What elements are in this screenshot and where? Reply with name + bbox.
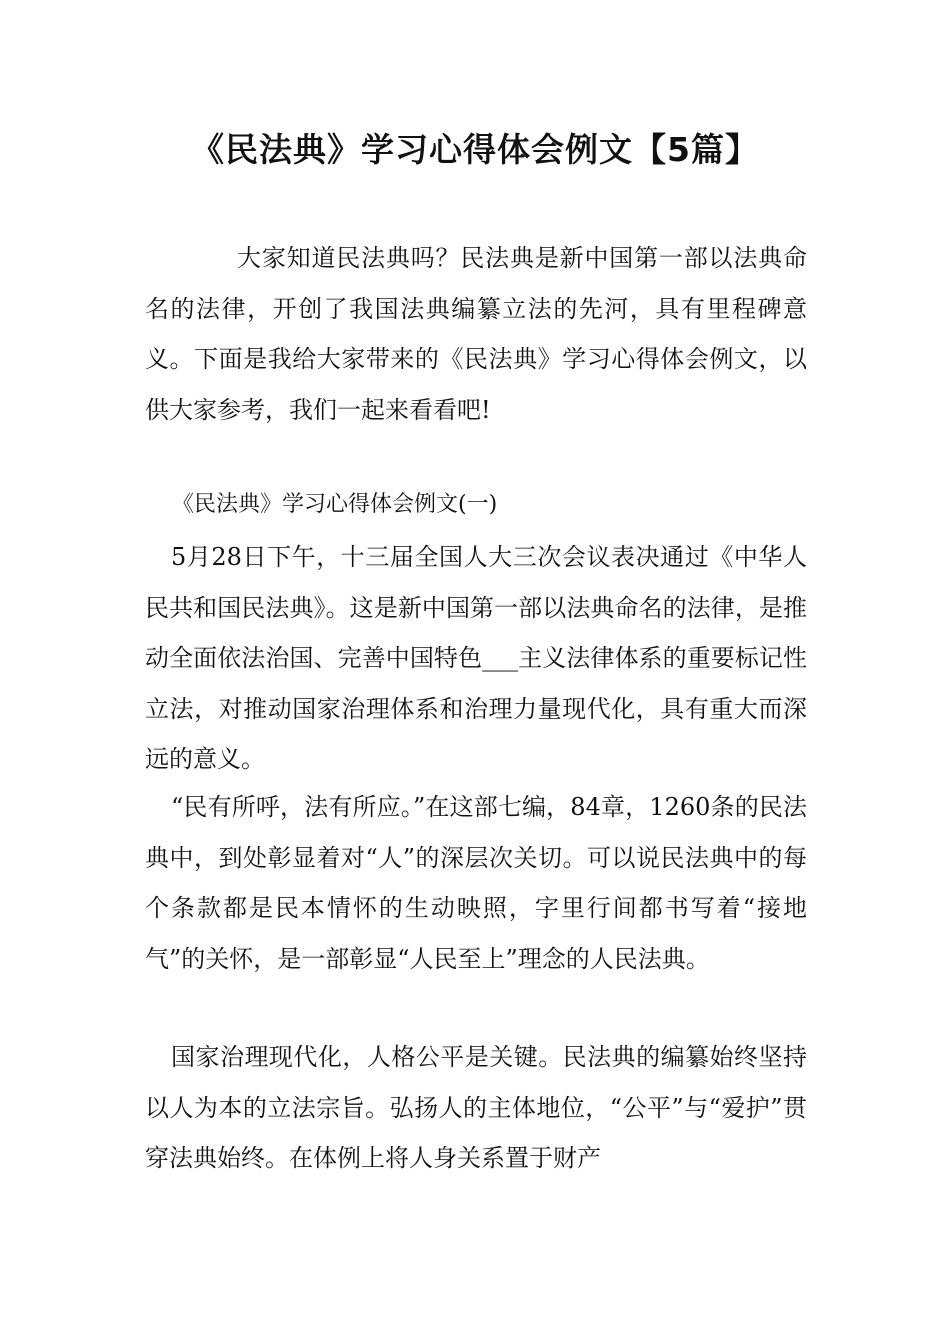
intro-paragraph: 大家知道民法典吗？民法典是新中国第一部以法典命名的法律，开创了我国法典编纂立法的先河，具有里程碑意义。下面是我给大家带来的《民法典》学习心得体会例文，以供大家参考，我们一起来看看吧!	[145, 244, 807, 424]
body-paragraph-1: 5月28日下午，十三届全国人大三次会议表决通过《中华人民共和国民法典》。这是新中国第一部以法典命名的法律，是推动全面依法治国、完善中国特色___主义法律体系的重要标记性立法，对推动国家治理体系和治理力量现代化，具有重大而深远的意义。	[145, 543, 807, 773]
body-paragraph-2: “民有所呼，法有所应。”在这部七编，84章，1260条的民法典中，到处彰显着对“人”的深层次关切。可以说民法典中的每个条款都是民本情怀的生动映照，字里行间都书写着“接地气”的关怀，是一部彰显“人民至上”理念的人民法典。	[145, 793, 807, 973]
body-paragraph-3: 国家治理现代化，人格公平是关键。民法典的编纂始终坚持以人为本的立法宗旨。弘扬人的主体地位，“公平”与“爱护”贯穿法典始终。在体例上将人身关系置于财产	[145, 1043, 807, 1172]
section-heading: 《民法典》学习心得体会例文(一)	[172, 492, 498, 517]
document-title: 《民法典》学习心得体会例文【5篇】	[191, 130, 759, 169]
